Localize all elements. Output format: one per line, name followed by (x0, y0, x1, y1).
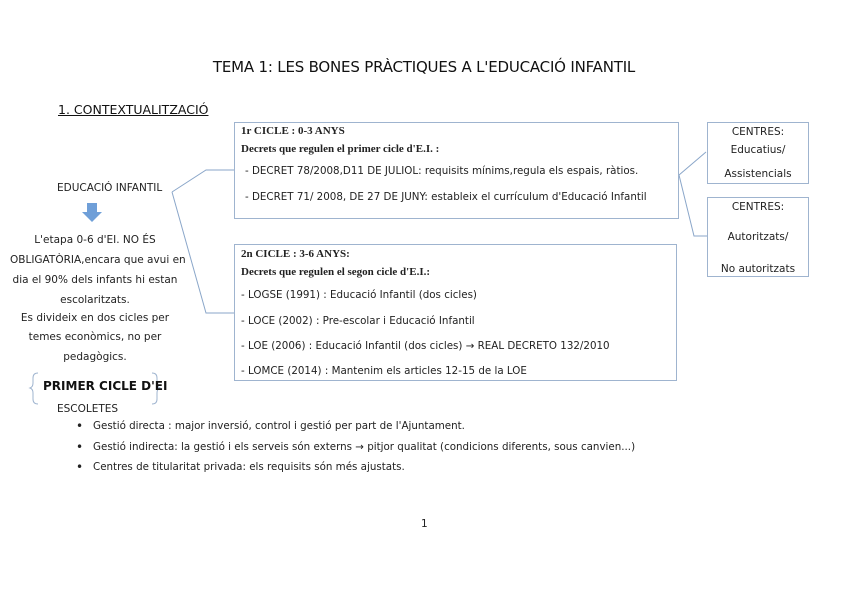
cycle2-heading: 2n CICLE : 3-6 ANYS: (241, 248, 350, 260)
cycle2-item: - LOCE (2002) : Pre-escolar i Educació Infantil (241, 315, 475, 327)
cycle1-item: - DECRET 71/ 2008, DE 27 DE JUNY: estableix el currículum d'Educació Infantil (245, 191, 647, 203)
left-line: pedagògics. (63, 351, 127, 363)
cycle2-item: - LOE (2006) : Educació Infantil (dos cicles) → REAL DECRETO 132/2010 (241, 340, 610, 352)
cycle2-item: - LOGSE (1991) : Educació Infantil (dos cicles) (241, 289, 477, 301)
left-heading: EDUCACIÓ INFANTIL (57, 182, 163, 194)
connector-to-centres2 (679, 175, 707, 236)
left-line: OBLIGATÒRIA,encara que avui en (10, 254, 186, 266)
centres1-heading: CENTRES: (731, 126, 785, 138)
left-line: L'etapa 0-6 d'EI. NO ÉS (34, 234, 156, 246)
cycle2-item: - LOMCE (2014) : Mantenim els articles 12-15 de la LOE (241, 365, 527, 377)
left-brace-icon (30, 373, 38, 404)
first-cycle-heading: PRIMER CICLE D'EI (43, 379, 168, 393)
page-number: 1 (421, 518, 428, 530)
bullet-item: • Gestió directa : major inversió, control i gestió per part de l'Ajuntament. (93, 420, 465, 432)
first-cycle-subheading: ESCOLETES (57, 403, 119, 415)
section-heading: 1. CONTEXTUALITZACIÓ (58, 102, 209, 117)
cycle1-box (234, 122, 679, 219)
bullet-item: • Gestió indirecta: la gestió i els serveis són externs → pitjor qualitat (condicions diferents, sous canvien...) (93, 441, 635, 453)
centres2-line: No autoritzats (720, 263, 796, 275)
connector-to-cycle1 (172, 170, 236, 192)
centres2-line: Autoritzats/ (727, 231, 789, 243)
centres-box-2 (707, 197, 809, 277)
cycle2-subheading: Decrets que regulen el segon cicle d'E.I.: (241, 266, 431, 278)
centres1-line: Assistencials (724, 168, 792, 180)
cycle1-item: - DECRET 78/2008,D11 DE JULIOL: requisits mínims,regula els espais, ràtios. (245, 165, 639, 177)
left-line: escolaritzats. (60, 294, 130, 306)
bullet-item: • Centres de titularitat privada: els requisits són més ajustats. (93, 461, 405, 473)
page-title: TEMA 1: LES BONES PRÀCTIQUES A L'EDUCACIÓ INFANTIL (212, 58, 636, 76)
left-description (10, 230, 186, 367)
centres2-heading: CENTRES: (731, 201, 785, 213)
connector-to-centres1 (679, 152, 706, 175)
cycle2-box (234, 244, 677, 381)
left-line: temes econòmics, no per (28, 331, 162, 343)
cycle1-subheading: Decrets que regulen el primer cicle d'E.I. : (241, 143, 440, 155)
cycle1-heading: 1r CICLE : 0-3 ANYS (241, 125, 345, 137)
connector-to-cycle2 (172, 192, 236, 313)
centres1-line: Educatius/ (730, 144, 786, 156)
centres-box-1 (707, 122, 809, 184)
left-line: dia el 90% dels infants hi estan (12, 274, 178, 286)
left-line: Es divideix en dos cicles per (20, 312, 170, 324)
down-arrow-icon (82, 203, 102, 222)
